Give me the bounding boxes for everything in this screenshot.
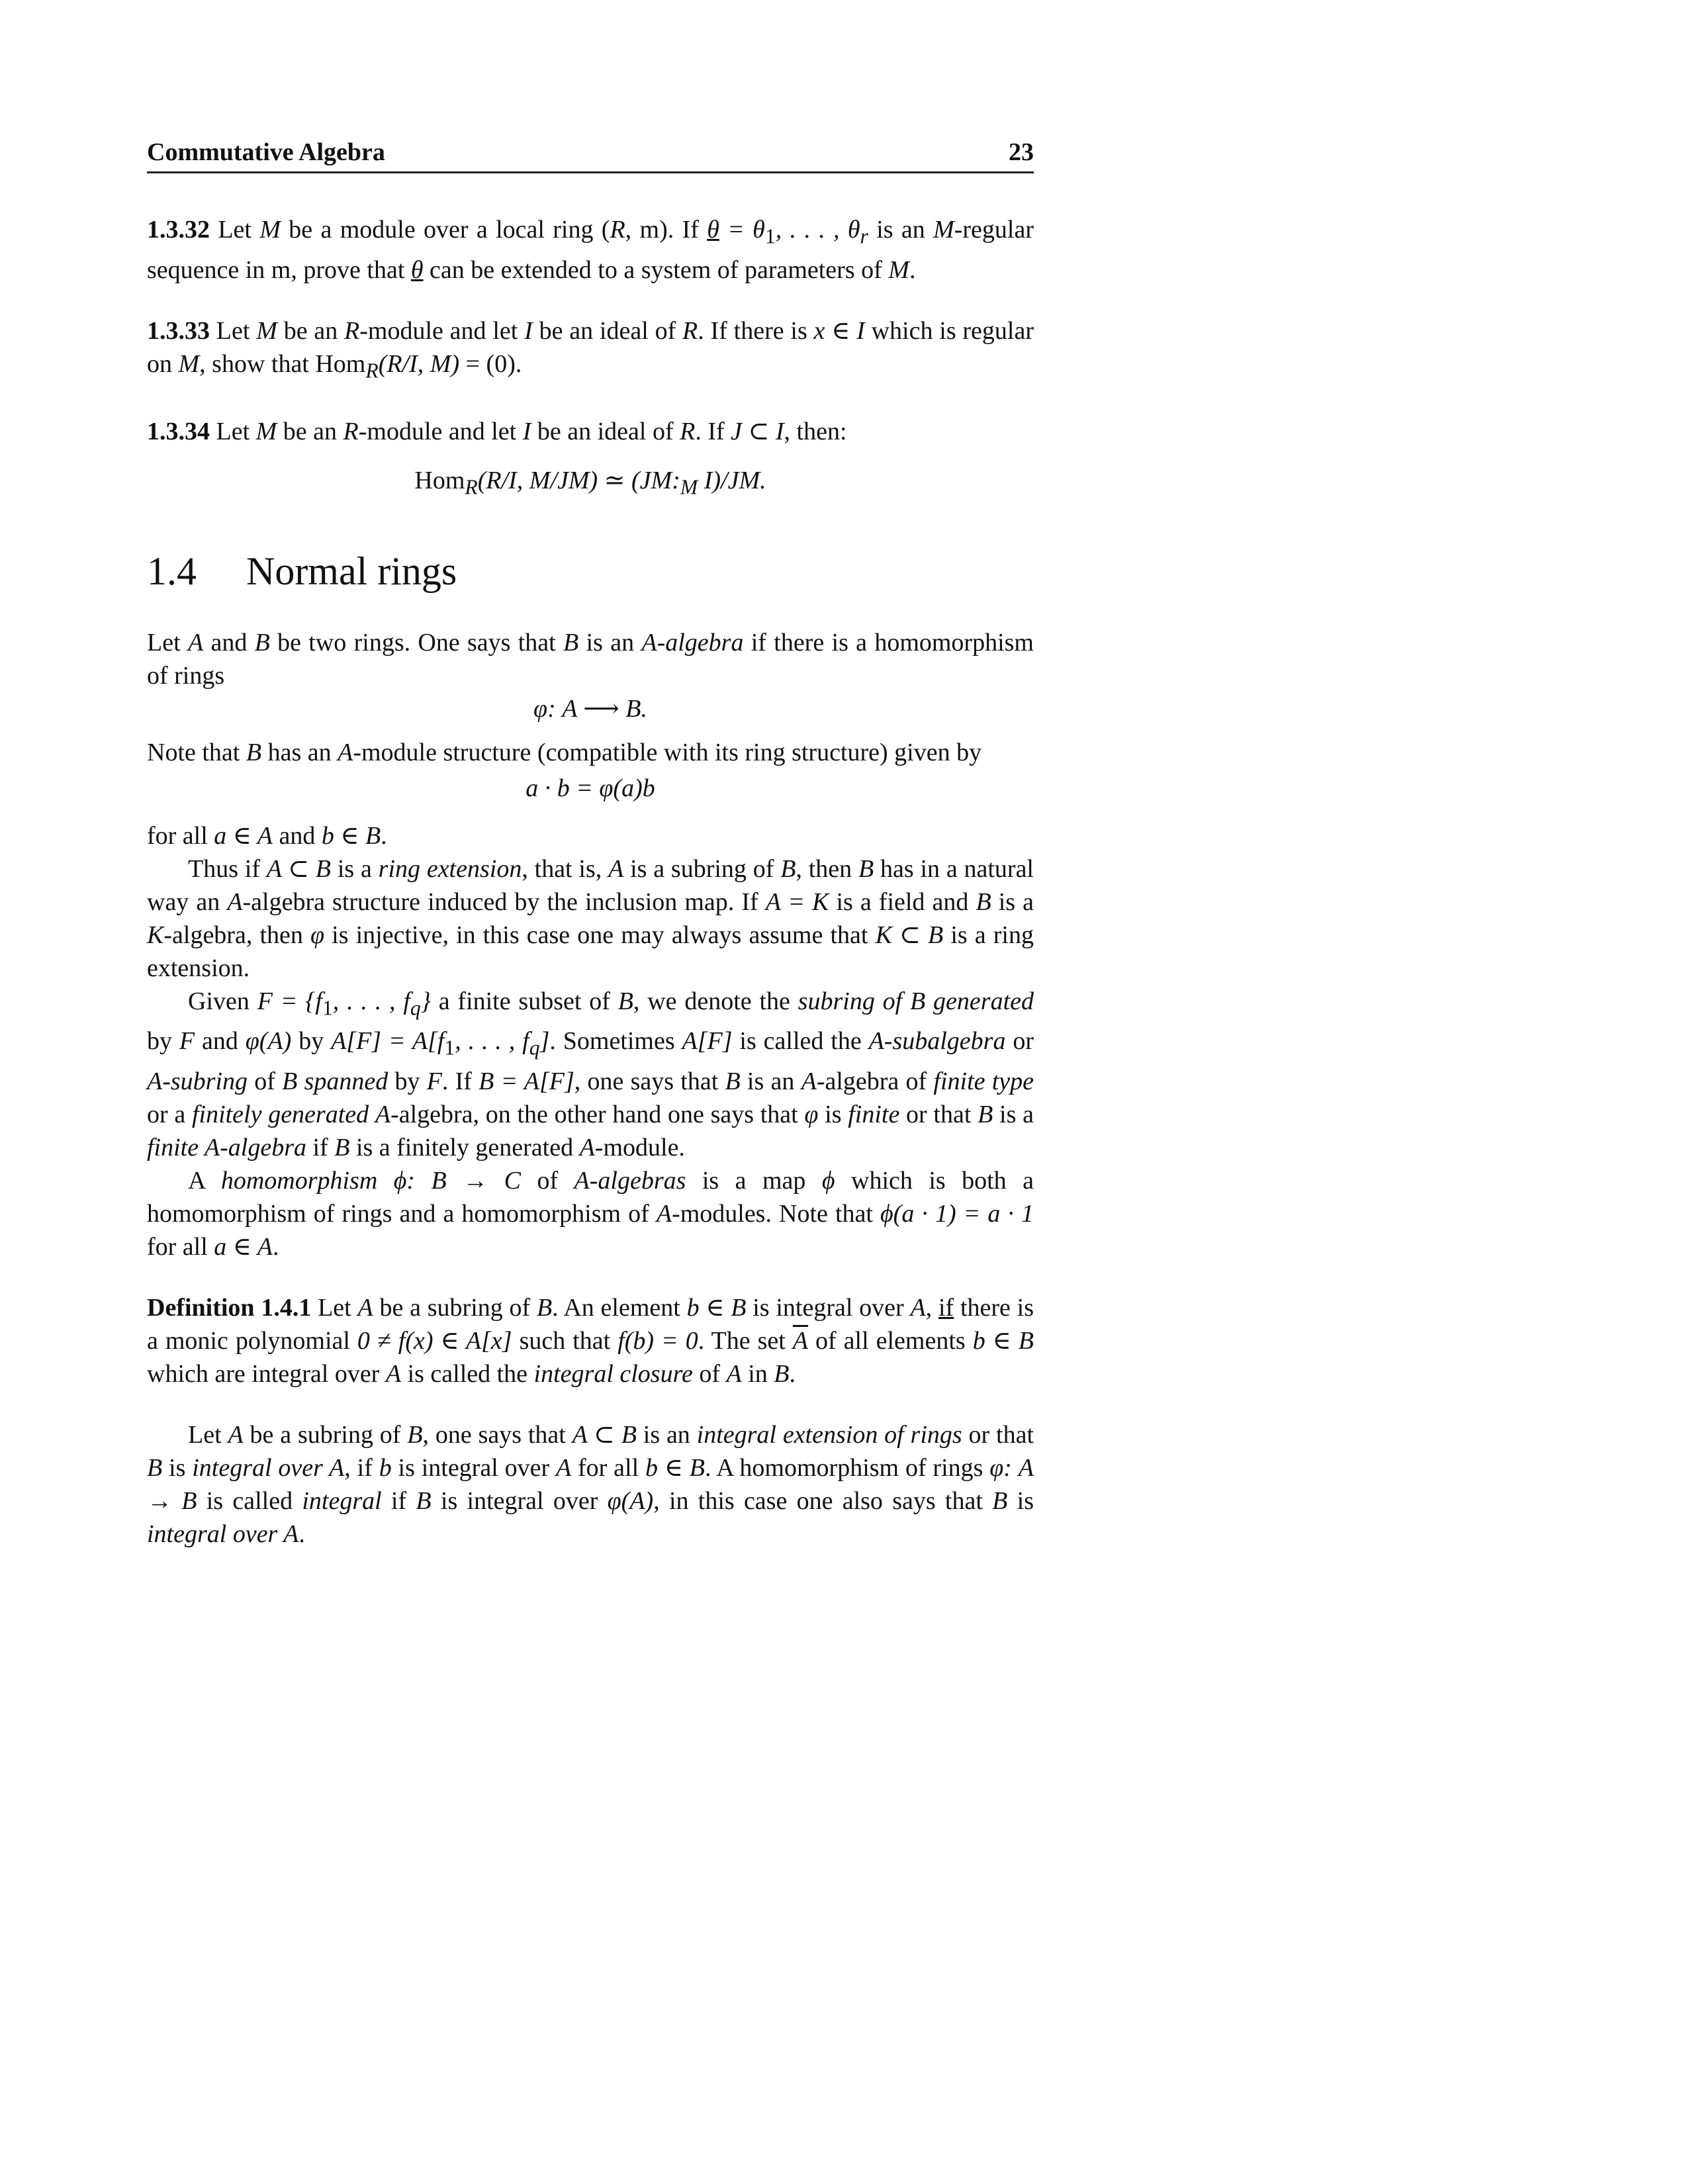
math: ]	[539, 1027, 550, 1056]
text: be an	[277, 418, 343, 446]
equation-action	[147, 772, 1034, 805]
text: for all	[571, 1453, 645, 1482]
text: -module structure (compatible with its ring structure) given by	[353, 738, 982, 766]
math: R	[680, 418, 696, 446]
text: -module and let	[359, 316, 525, 345]
math: φ	[804, 1100, 819, 1128]
math: A	[375, 1100, 391, 1128]
exercise-number: 1.3.33	[147, 316, 210, 345]
math: A	[555, 1453, 572, 1482]
text: be an ideal of	[531, 418, 680, 446]
text: is a	[993, 1100, 1034, 1128]
emphasis: finite type	[933, 1067, 1034, 1095]
math: b ∈ B	[686, 1293, 747, 1322]
text: if	[381, 1486, 416, 1515]
math: φ(A)	[245, 1027, 292, 1056]
text: is	[1007, 1486, 1034, 1515]
math: B	[254, 628, 270, 657]
math: B	[563, 628, 579, 657]
math: A	[227, 887, 243, 916]
text: ,	[925, 1293, 938, 1322]
text: . If	[695, 418, 731, 446]
math: B	[858, 854, 874, 883]
text: .	[909, 255, 916, 284]
math: A = K	[765, 887, 829, 916]
text: if	[938, 1293, 954, 1322]
emphasis: finite A-algebra	[147, 1133, 306, 1161]
text: A	[188, 1166, 221, 1195]
exercise-1-3-33	[147, 314, 1034, 388]
math: M	[933, 216, 954, 244]
math: A[F] = A[f	[331, 1027, 445, 1056]
text: Given	[188, 987, 257, 1015]
math: I	[522, 418, 531, 446]
text: and	[272, 821, 322, 850]
text: is	[818, 1100, 848, 1128]
text: , one says that	[422, 1420, 572, 1449]
math: R	[343, 418, 359, 446]
math: , . . . , f	[455, 1027, 529, 1056]
math: b ∈ B	[972, 1326, 1034, 1355]
text: is an	[740, 1067, 801, 1095]
text: -algebra of	[816, 1067, 934, 1095]
math: R	[682, 316, 698, 345]
math: A	[801, 1067, 817, 1095]
text: of	[520, 1166, 574, 1195]
math: , . . . , θ	[775, 216, 860, 244]
text	[369, 1101, 375, 1128]
math: B	[246, 738, 262, 766]
emphasis: A-algebras	[574, 1166, 686, 1195]
math: A ⊂ B	[572, 1420, 637, 1449]
text: -module.	[594, 1133, 685, 1161]
math: A	[579, 1133, 595, 1161]
subscript: 1	[322, 996, 333, 1020]
text: is an	[868, 216, 934, 244]
emphasis: finitely generated	[191, 1100, 369, 1128]
math: B	[976, 887, 991, 916]
math: , . . . , f	[332, 987, 410, 1015]
text: is an	[636, 1420, 697, 1449]
math: φ	[310, 921, 325, 949]
running-header	[147, 136, 1034, 173]
math: a ∈ A	[214, 1232, 273, 1261]
text: there is a monic polynomial	[147, 1293, 1034, 1355]
text: is a	[991, 887, 1034, 916]
text: is a subring of	[623, 854, 781, 883]
math: }	[420, 987, 431, 1015]
math: B	[536, 1293, 553, 1322]
text: , then:	[784, 418, 847, 446]
text: Let	[311, 1293, 358, 1322]
text: by	[388, 1067, 427, 1095]
math: b	[379, 1453, 392, 1482]
text: is a	[331, 854, 379, 883]
math: M	[255, 418, 277, 446]
text: is called the	[401, 1359, 534, 1388]
math: Hom	[414, 467, 465, 495]
math: M	[888, 255, 909, 284]
text: , then	[796, 854, 858, 883]
math: φ(A)	[607, 1486, 654, 1515]
math: 0 ≠ f(x) ∈ A[x]	[357, 1326, 512, 1355]
math: J ⊂ I	[731, 418, 784, 446]
text: is a map	[686, 1166, 822, 1195]
math: (R/I, M/JM) ≃ (JM:	[477, 467, 680, 495]
math: I	[524, 316, 533, 345]
math: B	[407, 1420, 423, 1449]
text: is an	[578, 628, 642, 657]
math: A[F]	[682, 1027, 733, 1056]
text: has in a natural way an	[147, 854, 1034, 916]
text: be a subring of	[373, 1293, 537, 1322]
math: a · b = φ(a)b	[525, 774, 655, 802]
paragraph-algebra-def	[147, 626, 1034, 692]
subscript: 1	[444, 1036, 455, 1060]
emphasis: integral extension of rings	[696, 1420, 962, 1449]
section-heading	[147, 548, 1034, 594]
text: be a subring of	[243, 1420, 408, 1449]
exercise-1-3-34	[147, 415, 1034, 448]
text: by	[147, 1027, 179, 1056]
page-number: 23	[1009, 138, 1034, 166]
math: A	[910, 1293, 926, 1322]
definition-label: Definition 1.4.1	[147, 1293, 312, 1322]
math: F	[179, 1027, 195, 1056]
text: has an	[261, 738, 338, 766]
math: ϕ: B → C	[393, 1166, 521, 1195]
text: , we denote the	[633, 987, 798, 1015]
text: and	[195, 1027, 246, 1056]
math: A	[357, 1293, 373, 1322]
math: A	[338, 738, 353, 766]
text: , if	[344, 1453, 379, 1482]
exercise-number: 1.3.34	[147, 418, 210, 446]
subscript: 1	[764, 224, 776, 248]
math: b ∈ B	[645, 1453, 706, 1482]
math: B	[725, 1067, 741, 1095]
text: or	[1005, 1027, 1034, 1056]
math: A	[228, 1420, 244, 1449]
text: be two rings. One says that	[269, 628, 564, 657]
paragraph-for-all	[147, 819, 1034, 852]
math: A	[385, 1359, 402, 1388]
emphasis: A-subring	[147, 1067, 248, 1095]
text: be a module over a local ring (	[280, 216, 610, 244]
math: B = A[F]	[479, 1067, 574, 1095]
text: . If	[441, 1067, 479, 1095]
text: .	[789, 1359, 796, 1388]
text: by	[291, 1027, 332, 1056]
text: -algebra, then	[163, 921, 310, 949]
text: -algebra, on the other hand one says that	[390, 1100, 805, 1128]
text: Let	[210, 418, 256, 446]
text: such that	[512, 1326, 618, 1355]
text: and	[203, 628, 255, 657]
page	[147, 136, 1034, 1551]
text: is called the	[732, 1027, 869, 1056]
text: is integral over	[746, 1293, 911, 1322]
subscript: R	[365, 359, 379, 383]
emphasis: subring of B generated	[798, 987, 1034, 1015]
math: A ⊂ B	[266, 854, 332, 883]
section-title: Normal rings	[246, 549, 457, 593]
math: R	[610, 216, 625, 244]
text: , that is,	[522, 854, 609, 883]
text: Let	[210, 216, 260, 244]
math: M	[256, 316, 277, 345]
text: . Sometimes	[549, 1027, 682, 1056]
math: I)/JM.	[698, 467, 766, 495]
math: B	[282, 1067, 298, 1095]
math: φ: A ⟶ B.	[533, 694, 647, 723]
text: -modules. Note that	[672, 1199, 881, 1228]
text	[377, 1167, 393, 1195]
text: is called	[197, 1486, 302, 1515]
math: B	[147, 1453, 163, 1482]
subscript: q	[529, 1036, 540, 1060]
math: θ	[707, 216, 719, 244]
text: of	[692, 1359, 727, 1388]
text: .	[272, 1232, 279, 1261]
text: = (0).	[459, 349, 522, 378]
text: .	[381, 821, 387, 850]
equation-phi	[147, 692, 1034, 725]
subscript: r	[860, 224, 868, 248]
text: is	[162, 1453, 193, 1482]
emphasis: integral over A	[147, 1520, 299, 1548]
emphasis: integral over A	[192, 1453, 345, 1482]
text: of all elements	[808, 1326, 973, 1355]
section-number: 1.4	[147, 549, 197, 593]
text: or that	[962, 1420, 1034, 1449]
subscript: M	[680, 475, 698, 499]
math: A	[608, 854, 624, 883]
equation-hom	[147, 464, 1034, 504]
text: or a	[147, 1100, 192, 1128]
text: is a field and	[829, 887, 976, 916]
math: R	[344, 316, 360, 345]
emphasis: integral	[302, 1486, 382, 1515]
math: A	[656, 1199, 672, 1228]
text: Note that	[147, 738, 246, 766]
text: for all	[147, 821, 214, 850]
text: , show that Hom	[199, 349, 366, 378]
text: . The set	[698, 1326, 793, 1355]
paragraph-module-structure	[147, 736, 1034, 769]
math: x ∈ I	[813, 316, 865, 345]
header-title: Commutative Algebra	[147, 138, 385, 166]
text: be an	[277, 316, 345, 345]
math: K	[147, 921, 164, 949]
math: F = {f	[257, 987, 322, 1015]
text: in	[741, 1359, 774, 1388]
text: -regular sequence in m, prove that	[147, 216, 1034, 284]
text	[297, 1068, 304, 1095]
math: A	[726, 1359, 742, 1388]
text: for all	[147, 1232, 214, 1261]
math: B	[416, 1486, 432, 1515]
text: which are integral over	[147, 1359, 386, 1388]
math: b ∈ B	[321, 821, 381, 850]
math: B	[334, 1133, 350, 1161]
text: of	[248, 1067, 283, 1095]
emphasis: A-algebra	[641, 628, 744, 657]
text: Thus if	[188, 854, 267, 883]
text: be an ideal of	[532, 316, 683, 345]
math: B	[617, 987, 633, 1015]
text: is a ring extension.	[147, 921, 1034, 982]
math: $\overline{A}$	[792, 1326, 809, 1355]
text: . A homomorphism of rings	[705, 1453, 990, 1482]
math: φ: A → B	[147, 1453, 1034, 1515]
text: , in this case one also says that	[653, 1486, 993, 1515]
subscript: R	[465, 475, 478, 499]
text: , m). If	[625, 216, 708, 244]
emphasis: finite	[848, 1100, 900, 1128]
text: if there is a homomorphism of rings	[147, 628, 1034, 690]
math: A	[187, 628, 204, 657]
text: is integral over	[391, 1453, 556, 1482]
text: Let	[210, 316, 257, 345]
text: is a finitely generated	[349, 1133, 580, 1161]
math: K ⊂ B	[875, 921, 944, 949]
math: = θ	[719, 216, 765, 244]
math: F	[426, 1067, 442, 1095]
emphasis: ring extension	[378, 854, 522, 883]
math: (R/I, M)	[378, 349, 460, 378]
paragraph-integral-extension	[147, 1418, 1034, 1551]
emphasis: homomorphism	[220, 1166, 378, 1195]
math: f(b) = 0	[617, 1326, 698, 1355]
paragraph-finite-type	[147, 985, 1034, 1164]
text: Let	[188, 1420, 228, 1449]
paragraph-ring-extension	[147, 852, 1034, 985]
math: θ	[410, 255, 424, 284]
text: . If there is	[698, 316, 814, 345]
subscript: q	[410, 996, 421, 1020]
text: is integral over	[431, 1486, 608, 1515]
text: is injective, in this case one may always assume that	[324, 921, 876, 949]
text: . An element	[552, 1293, 687, 1322]
text: , one says that	[574, 1067, 725, 1095]
emphasis: spanned	[304, 1067, 388, 1095]
definition-1-4-1	[147, 1291, 1034, 1390]
exercise-1-3-32	[147, 213, 1034, 287]
text: can be extended to a system of parameters of	[423, 255, 889, 284]
math: B	[978, 1100, 993, 1128]
math: B	[780, 854, 796, 883]
exercise-number: 1.3.32	[147, 216, 210, 244]
math: M	[178, 349, 200, 378]
math: B	[992, 1486, 1008, 1515]
emphasis: A-subalgebra	[868, 1027, 1006, 1056]
math: B	[774, 1359, 790, 1388]
text: which is regular on	[147, 316, 1034, 378]
text: which is both a homomorphism of rings and a homomorphism of	[147, 1166, 1034, 1228]
text: if	[306, 1133, 335, 1161]
math: ϕ	[821, 1166, 835, 1195]
emphasis: integral closure	[533, 1359, 693, 1388]
text: .	[298, 1520, 305, 1548]
paragraph-homomorphism	[147, 1164, 1034, 1263]
text: Let	[147, 628, 188, 657]
math: ϕ(a · 1) = a · 1	[880, 1199, 1034, 1228]
math: a ∈ A	[214, 821, 273, 850]
math: M	[259, 216, 281, 244]
text: -algebra structure induced by the inclusion map. If	[242, 887, 766, 916]
text: or that	[899, 1100, 978, 1128]
text: a finite subset of	[430, 987, 618, 1015]
text: -module and let	[358, 418, 523, 446]
